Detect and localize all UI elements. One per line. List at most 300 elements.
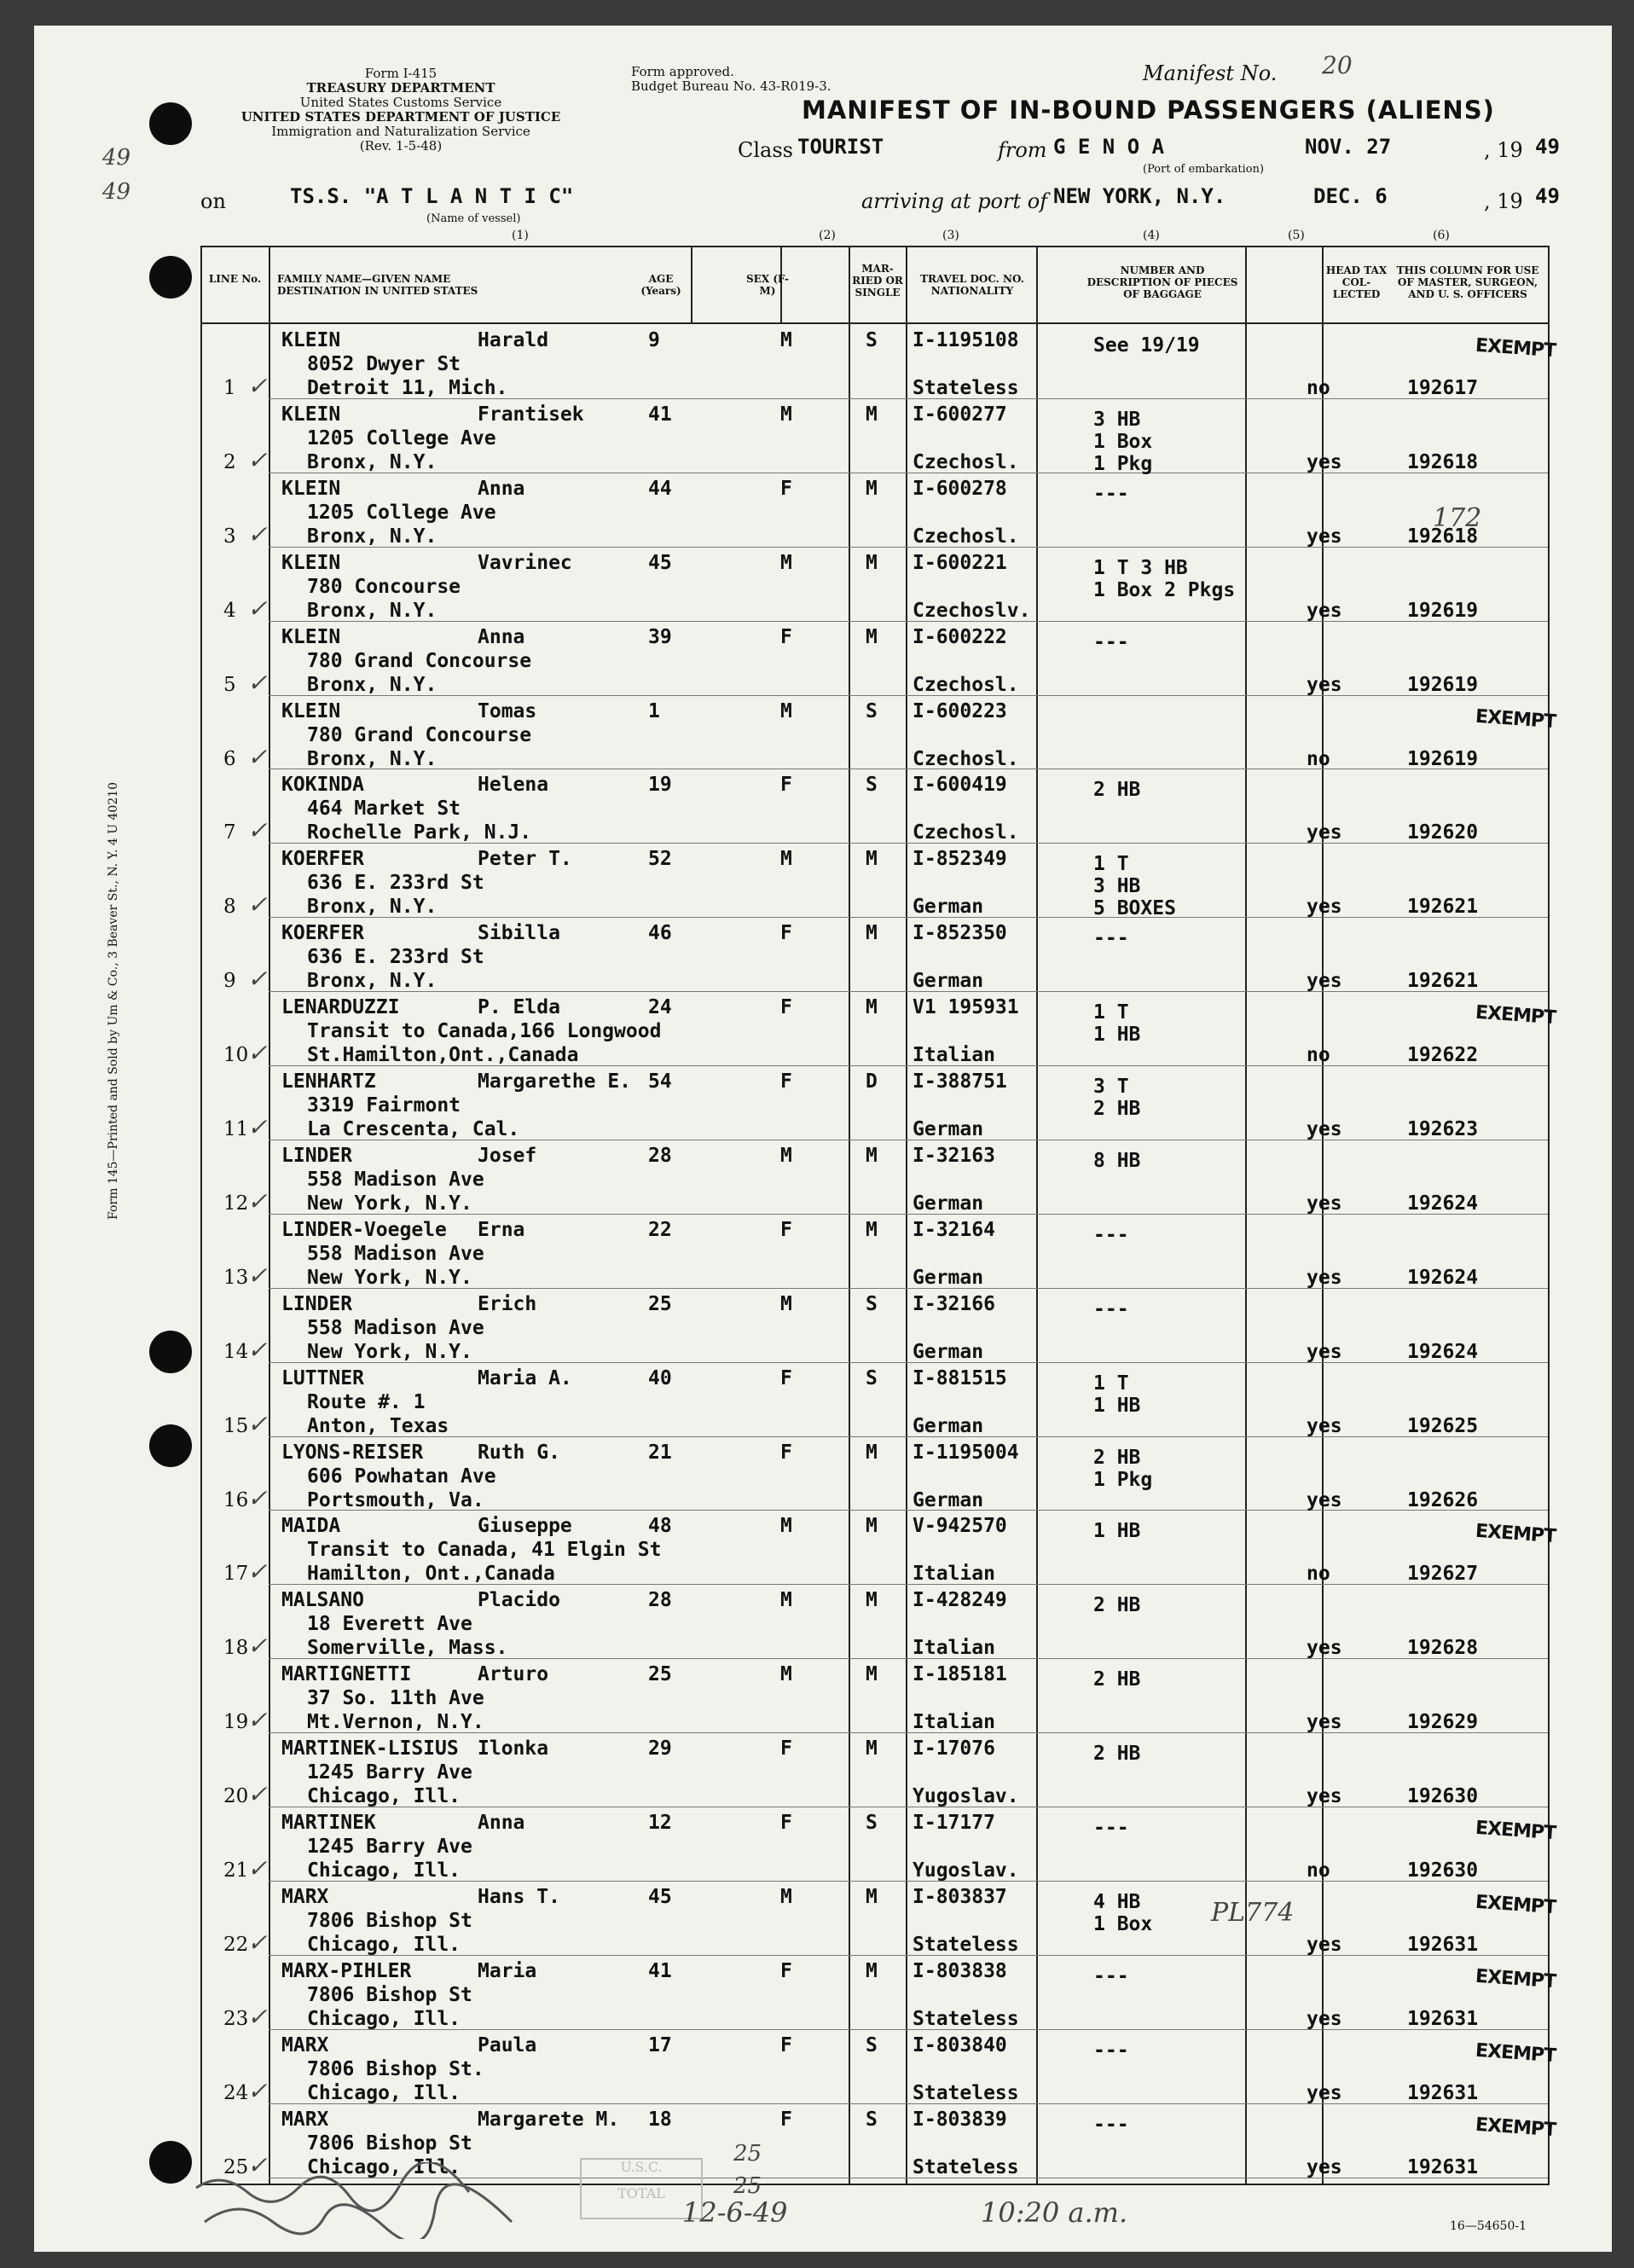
officer-number: 192622 — [1407, 1044, 1479, 1067]
head-tax-collected: yes — [1307, 1785, 1342, 1808]
class-label: Class — [738, 138, 793, 162]
given-name: Anna — [478, 477, 525, 500]
manifest-sheet — [34, 26, 1612, 2252]
age: 1 — [648, 699, 660, 722]
baggage-line-3: 1 Pkg — [1093, 452, 1153, 475]
baggage-line-1: 2 HB — [1093, 1668, 1141, 1691]
baggage-line-1: 1 HB — [1093, 1520, 1141, 1543]
margin-note: 49 — [102, 179, 131, 205]
age: 41 — [648, 1959, 672, 1982]
check-mark-icon: ✓ — [247, 1113, 268, 1141]
check-mark-icon: ✓ — [247, 1706, 268, 1735]
head-tax-collected: yes — [1307, 1933, 1342, 1956]
head-tax-collected: yes — [1307, 1192, 1342, 1215]
address-city: New York, N.Y. — [307, 1266, 472, 1289]
sex: F — [780, 625, 792, 648]
address-city: Hamilton, Ont.,Canada — [307, 1563, 555, 1586]
exempt-stamp: EXEMPT — [1475, 2114, 1556, 2141]
sex: M — [780, 1144, 792, 1167]
sex: F — [780, 2108, 792, 2131]
baggage-line-1: --- — [1093, 1223, 1129, 1246]
address-street: 464 Market St — [307, 798, 461, 821]
nationality: German — [913, 896, 984, 919]
line-number: 1 — [223, 377, 236, 399]
address-street: 558 Madison Ave — [307, 1316, 484, 1339]
nationality: Stateless — [913, 2155, 1019, 2178]
marital-status: D — [866, 1070, 878, 1093]
nationality: Stateless — [913, 2007, 1019, 2030]
given-name: Ilonka — [478, 1737, 549, 1760]
age: 9 — [648, 329, 660, 351]
embark-year: 49 — [1535, 135, 1560, 159]
address-street: 1205 College Ave — [307, 501, 496, 524]
given-name: Margarete M. — [478, 2108, 620, 2131]
age: 52 — [648, 848, 672, 871]
baggage-line-2: 1 HB — [1093, 1024, 1141, 1047]
marital-status: M — [866, 996, 878, 1019]
address-city: Mt.Vernon, N.Y. — [307, 1711, 484, 1734]
officer-number: 192621 — [1407, 970, 1479, 993]
sex: F — [780, 922, 792, 945]
check-mark-icon: ✓ — [247, 668, 268, 697]
arriving-label: arriving at port of — [861, 189, 1048, 213]
baggage-line-1: --- — [1093, 2113, 1129, 2136]
baggage-line-1: 3 T — [1093, 1076, 1129, 1098]
family-name: MARX — [281, 1885, 329, 1908]
line-number: 3 — [223, 525, 236, 548]
family-name: MALSANO — [281, 1589, 364, 1612]
check-mark-icon: ✓ — [247, 890, 268, 919]
col-age-header: AGE (Years) — [640, 273, 681, 297]
family-name: KOERFER — [281, 848, 364, 871]
officer-number: 192626 — [1407, 1488, 1479, 1511]
marital-status: M — [866, 1885, 878, 1908]
check-mark-icon: ✓ — [247, 965, 268, 994]
officer-number: 192618 — [1407, 525, 1479, 548]
sex: M — [780, 848, 792, 871]
address-street: 1245 Barry Ave — [307, 1836, 472, 1858]
age: 46 — [648, 922, 672, 945]
budget-bureau: Budget Bureau No. 43-R019-3. — [631, 78, 831, 94]
head-tax-collected: yes — [1307, 599, 1342, 622]
nationality: Czechosl. — [913, 450, 1019, 473]
customs-service: United States Customs Service — [299, 95, 502, 110]
row-divider — [269, 547, 1548, 548]
row-divider — [269, 991, 1548, 992]
baggage-line-1: 3 HB — [1093, 408, 1141, 431]
travel-doc-number: I-803840 — [913, 2033, 1007, 2056]
head-tax-collected: yes — [1307, 970, 1342, 993]
treasury-dept: TREASURY DEPARTMENT — [306, 80, 495, 96]
punch-hole — [149, 2141, 192, 2184]
address-street: Transit to Canada,166 Longwood — [307, 1020, 662, 1043]
stamp-usc: U.S.C. — [620, 2159, 663, 2175]
family-name: LINDER-Voegele — [281, 1218, 447, 1241]
travel-doc-number: V1 195931 — [913, 996, 1019, 1019]
baggage-line-2: 1 Box — [1093, 1912, 1153, 1935]
officer-number: 192628 — [1407, 1637, 1479, 1660]
embark-year-prefix: , 19 — [1484, 138, 1523, 162]
form-code: 16—54650-1 — [1450, 2219, 1527, 2233]
nationality: Czechosl. — [913, 821, 1019, 844]
age: 44 — [648, 477, 672, 500]
family-name: LENHARTZ — [281, 1070, 376, 1093]
marital-status: M — [866, 1441, 878, 1464]
given-name: Harald — [478, 329, 549, 351]
handwritten-172: 172 — [1433, 503, 1482, 533]
total-count-2: 25 — [733, 2173, 762, 2199]
sex: M — [780, 551, 792, 574]
marital-status: S — [866, 329, 878, 351]
nationality: German — [913, 1488, 984, 1511]
travel-doc-number: I-32166 — [913, 1292, 995, 1315]
vessel-name: TS.S. "A T L A N T I C" — [290, 184, 574, 208]
printer-code: Form 145—Printed and Sold by Um & Co., 3 Beaver St., N. Y. 4 U 40210 — [107, 781, 120, 1220]
line-number: 19 — [223, 1711, 249, 1734]
family-name: LINDER — [281, 1292, 353, 1315]
punch-hole — [149, 102, 192, 145]
col-num-5: (5) — [1288, 229, 1305, 242]
sex: M — [780, 1885, 792, 1908]
age: 17 — [648, 2033, 672, 2056]
baggage-line-1: 2 HB — [1093, 779, 1141, 802]
sex: M — [780, 1663, 792, 1686]
head-tax-collected: no — [1307, 747, 1330, 770]
family-name: KOERFER — [281, 922, 364, 945]
address-city: Bronx, N.Y. — [307, 896, 437, 919]
signature-date: 12-6-49 — [682, 2196, 788, 2229]
check-mark-icon: ✓ — [247, 519, 268, 548]
address-city: Bronx, N.Y. — [307, 450, 437, 473]
travel-doc-number: V-942570 — [913, 1515, 1007, 1538]
baggage-line-1: 4 HB — [1093, 1890, 1141, 1913]
sex: F — [780, 477, 792, 500]
head-tax-collected: yes — [1307, 1340, 1342, 1363]
col-married-header: MAR-RIED OR SINGLE — [852, 263, 903, 299]
address-street: 1205 College Ave — [307, 426, 496, 450]
age: 12 — [648, 1812, 672, 1834]
line-number: 21 — [223, 1859, 249, 1882]
address-street: 780 Concourse — [307, 575, 461, 598]
head-tax-collected: yes — [1307, 2007, 1342, 2030]
sex: F — [780, 1218, 792, 1241]
baggage-line-1: 1 T — [1093, 1001, 1129, 1024]
age: 21 — [648, 1441, 672, 1464]
sex: M — [780, 1589, 792, 1612]
family-name: KLEIN — [281, 699, 341, 722]
col-officers-header: THIS COLUMN FOR USE OF MASTER, SURGEON, AND U. S. OFFICERS — [1396, 264, 1539, 300]
baggage-line-1: 2 HB — [1093, 1446, 1141, 1469]
address-street: 8052 Dwyer St — [307, 353, 461, 375]
baggage-line-1: --- — [1093, 927, 1129, 950]
check-mark-icon: ✓ — [247, 1261, 268, 1290]
address-city: Chicago, Ill. — [307, 1933, 461, 1956]
baggage-line-1: 1 T — [1093, 853, 1129, 876]
address-street: 7806 Bishop St. — [307, 2057, 484, 2080]
family-name: KLEIN — [281, 551, 341, 574]
head-tax-collected: yes — [1307, 1637, 1342, 1660]
col-line-header: LINE No. — [208, 273, 262, 285]
line-number: 25 — [223, 2155, 249, 2178]
travel-doc-number: I-17177 — [913, 1812, 995, 1834]
address-street: 558 Madison Ave — [307, 1168, 484, 1191]
check-mark-icon: ✓ — [247, 594, 268, 623]
address-city: St.Hamilton,Ont.,Canada — [307, 1044, 579, 1067]
given-name: Margarethe E. — [478, 1070, 632, 1093]
head-tax-collected: no — [1307, 377, 1330, 399]
line-number: 10 — [223, 1044, 249, 1067]
line-number: 20 — [223, 1785, 249, 1808]
address-street: 636 E. 233rd St — [307, 946, 484, 969]
officer-number: 192624 — [1407, 1192, 1479, 1215]
check-mark-icon: ✓ — [247, 816, 268, 845]
marital-status: S — [866, 1292, 878, 1315]
given-name: Giuseppe — [478, 1515, 572, 1538]
col-num-3: (3) — [942, 229, 959, 242]
given-name: Peter T. — [478, 848, 572, 871]
check-mark-icon: ✓ — [247, 2076, 268, 2105]
nationality: German — [913, 970, 984, 993]
address-city: New York, N.Y. — [307, 1192, 472, 1215]
check-mark-icon: ✓ — [247, 2002, 268, 2031]
address-street: 558 Madison Ave — [307, 1242, 484, 1265]
nationality: German — [913, 1266, 984, 1289]
address-city: Detroit 11, Mich. — [307, 377, 508, 399]
head-tax-collected: yes — [1307, 1414, 1342, 1437]
given-name: Paula — [478, 2033, 537, 2056]
travel-doc-number: I-852349 — [913, 848, 1007, 871]
line-number: 24 — [223, 2081, 249, 2104]
marital-status: M — [866, 1663, 878, 1686]
col-num-2: (2) — [819, 229, 836, 242]
travel-doc-number: I-600223 — [913, 699, 1007, 722]
baggage-line-1: 2 HB — [1093, 1594, 1141, 1617]
travel-doc-number: I-32163 — [913, 1144, 995, 1167]
baggage-line-1: 1 T 3 HB — [1093, 556, 1188, 579]
head-tax-collected: yes — [1307, 525, 1342, 548]
nationality: German — [913, 1340, 984, 1363]
exempt-stamp: EXEMPT — [1475, 1891, 1556, 1919]
age: 41 — [648, 403, 672, 426]
head-tax-collected: yes — [1307, 1118, 1342, 1140]
marital-status: M — [866, 477, 878, 500]
head-tax-collected: yes — [1307, 896, 1342, 919]
nationality: Italian — [913, 1637, 995, 1660]
given-name: Helena — [478, 774, 549, 797]
baggage-line-2: 1 HB — [1093, 1394, 1141, 1417]
nationality: Italian — [913, 1711, 995, 1734]
form-revision: (Rev. 1-5-48) — [359, 138, 443, 154]
head-tax-collected: no — [1307, 1859, 1330, 1882]
age: 48 — [648, 1515, 672, 1538]
travel-doc-number: I-600278 — [913, 477, 1007, 500]
family-name: MARTIGNETTI — [281, 1663, 412, 1686]
line-number: 14 — [223, 1340, 249, 1363]
officer-number: 192631 — [1407, 1933, 1479, 1956]
manifest-no-label: Manifest No. — [1143, 61, 1278, 85]
check-mark-icon: ✓ — [247, 1483, 268, 1512]
family-name: MARX — [281, 2033, 329, 2056]
given-name: Erna — [478, 1218, 525, 1241]
address-city: Chicago, Ill. — [307, 2081, 461, 2104]
baggage-line-1: 2 HB — [1093, 1743, 1141, 1766]
marital-status: M — [866, 1589, 878, 1612]
address-street: 606 Powhatan Ave — [307, 1465, 496, 1488]
exempt-stamp: EXEMPT — [1475, 1001, 1556, 1030]
marital-status: S — [866, 774, 878, 797]
officer-number: 192631 — [1407, 2155, 1479, 2178]
travel-doc-number: I-1195108 — [913, 329, 1019, 351]
baggage-line-3: 5 BOXES — [1093, 897, 1176, 920]
sex: F — [780, 996, 792, 1019]
marital-status: S — [866, 2108, 878, 2131]
age: 18 — [648, 2108, 672, 2131]
line-number: 2 — [223, 450, 236, 473]
address-city: Anton, Texas — [307, 1414, 449, 1437]
officer-number: 192619 — [1407, 747, 1479, 770]
officer-number: 192627 — [1407, 1563, 1479, 1586]
address-street: 7806 Bishop St — [307, 1983, 472, 2006]
family-name: KLEIN — [281, 329, 341, 351]
family-name: MARX-PIHLER — [281, 1959, 412, 1982]
age: 24 — [648, 996, 672, 1019]
address-city: La Crescenta, Cal. — [307, 1118, 520, 1140]
line-number: 16 — [223, 1488, 249, 1511]
officer-number: 192630 — [1407, 1785, 1479, 1808]
head-tax-collected: yes — [1307, 450, 1342, 473]
baggage-line-1: 8 HB — [1093, 1149, 1141, 1172]
head-tax-collected: yes — [1307, 1488, 1342, 1511]
marital-status: S — [866, 1812, 878, 1834]
given-name: Maria — [478, 1959, 537, 1982]
age: 19 — [648, 774, 672, 797]
head-tax-collected: yes — [1307, 821, 1342, 844]
given-name: P. Elda — [478, 996, 560, 1019]
exempt-stamp: EXEMPT — [1475, 2039, 1556, 2067]
sex: M — [780, 329, 792, 351]
nationality: Czechosl. — [913, 673, 1019, 696]
officer-number: 192617 — [1407, 377, 1479, 399]
nationality: Czechosl. — [913, 525, 1019, 548]
row-divider — [269, 1436, 1548, 1437]
address-street: 37 So. 11th Ave — [307, 1687, 484, 1710]
port-embarkation: G E N O A — [1053, 135, 1165, 159]
sex: M — [780, 699, 792, 722]
address-street: 3319 Fairmont — [307, 1094, 461, 1117]
given-name: Maria A. — [478, 1366, 572, 1389]
officer-number: 192620 — [1407, 821, 1479, 844]
baggage-line-2: 2 HB — [1093, 1098, 1141, 1120]
travel-doc-number: I-852350 — [913, 922, 1007, 945]
family-name: MARTINEK-LISIUS — [281, 1737, 459, 1760]
address-street: 1245 Barry Ave — [307, 1761, 472, 1784]
arrival-year-prefix: , 19 — [1484, 189, 1523, 213]
officer-number: 192629 — [1407, 1711, 1479, 1734]
age: 54 — [648, 1070, 672, 1093]
head-tax-collected: yes — [1307, 673, 1342, 696]
form-agency-block — [239, 67, 563, 154]
exempt-stamp: EXEMPT — [1475, 705, 1556, 733]
line-number: 11 — [223, 1118, 249, 1140]
travel-doc-number: I-600419 — [913, 774, 1007, 797]
line-number: 23 — [223, 2007, 249, 2030]
on-label: on — [200, 189, 226, 213]
nationality: Italian — [913, 1044, 995, 1067]
given-name: Anna — [478, 625, 525, 648]
sex: F — [780, 1812, 792, 1834]
age: 29 — [648, 1737, 672, 1760]
signature-time: 10:20 a.m. — [981, 2196, 1128, 2229]
inspector-signature — [188, 2162, 631, 2239]
officer-number: 192618 — [1407, 450, 1479, 473]
family-name: KLEIN — [281, 625, 341, 648]
nationality: German — [913, 1118, 984, 1140]
marital-status: M — [866, 922, 878, 945]
officer-number: 192625 — [1407, 1414, 1479, 1437]
line-number: 7 — [223, 821, 236, 844]
head-tax-collected: no — [1307, 1563, 1330, 1586]
head-tax-collected: no — [1307, 1044, 1330, 1067]
head-tax-collected: yes — [1307, 1711, 1342, 1734]
form-approved: Form approved. — [631, 64, 734, 79]
officer-number: 192624 — [1407, 1266, 1479, 1289]
head-tax-collected: yes — [1307, 2081, 1342, 2104]
travel-doc-number: I-388751 — [913, 1070, 1007, 1093]
punch-hole — [149, 1331, 192, 1373]
check-mark-icon: ✓ — [247, 1854, 268, 1882]
line-number: 13 — [223, 1266, 249, 1289]
line-number: 22 — [223, 1933, 249, 1956]
officer-number: 192630 — [1407, 1859, 1479, 1882]
handwritten-pl774: PL774 — [1211, 1898, 1295, 1928]
marital-status: M — [866, 1737, 878, 1760]
given-name: Frantisek — [478, 403, 584, 426]
punch-hole — [149, 256, 192, 299]
col-travel-header: TRAVEL DOC. NO. NATIONALITY — [920, 273, 1024, 297]
sex: M — [780, 403, 792, 426]
baggage-line-1: --- — [1093, 1817, 1129, 1839]
given-name: Placido — [478, 1589, 560, 1612]
nationality: Yugoslav. — [913, 1859, 1019, 1882]
address-street: 7806 Bishop St — [307, 2132, 472, 2155]
travel-doc-number: I-17076 — [913, 1737, 995, 1760]
exempt-stamp: EXEMPT — [1475, 1817, 1556, 1845]
col-num-1: (1) — [512, 229, 529, 242]
family-name: KOKINDA — [281, 774, 364, 797]
line-number: 6 — [223, 747, 236, 770]
family-name: KLEIN — [281, 403, 341, 426]
row-divider — [269, 695, 1548, 696]
marital-status: M — [866, 1218, 878, 1241]
travel-doc-number: I-803837 — [913, 1885, 1007, 1908]
officer-number: 192619 — [1407, 673, 1479, 696]
baggage-line-2: 1 Pkg — [1093, 1468, 1153, 1491]
age: 39 — [648, 625, 672, 648]
sex: F — [780, 1366, 792, 1389]
sex: F — [780, 774, 792, 797]
line-number: 4 — [223, 599, 236, 622]
line-number: 9 — [223, 970, 236, 993]
address-street: Transit to Canada, 41 Elgin St — [307, 1539, 662, 1562]
check-mark-icon: ✓ — [247, 2150, 268, 2179]
margin-note: 49 — [102, 145, 131, 171]
family-name: MAIDA — [281, 1515, 341, 1538]
address-city: Chicago, Ill. — [307, 2007, 461, 2030]
embarkation-date: NOV. 27 — [1305, 135, 1392, 159]
exempt-stamp: EXEMPT — [1475, 334, 1556, 363]
head-tax-collected: yes — [1307, 2155, 1342, 2178]
vessel-caption: (Name of vessel) — [426, 212, 521, 225]
